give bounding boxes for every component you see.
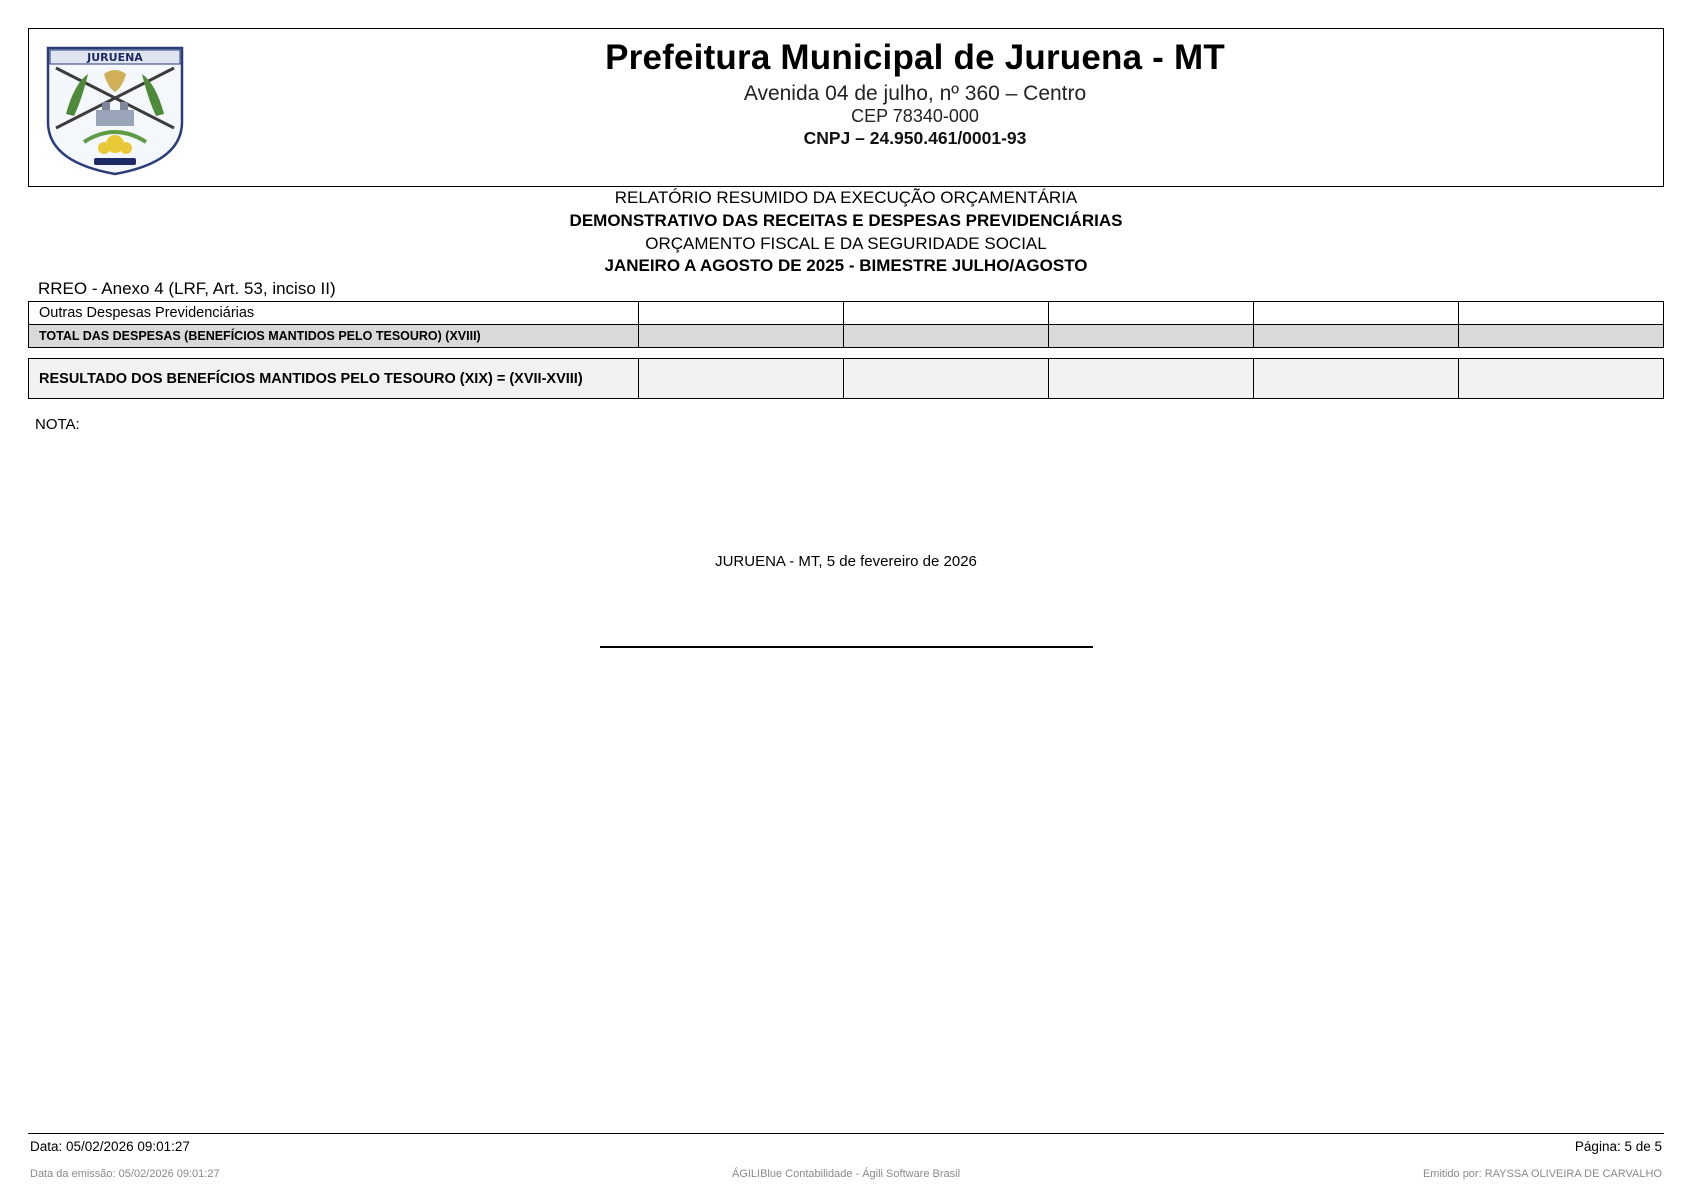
table-cell: [1459, 325, 1664, 348]
table-row-resultado: [29, 359, 1664, 399]
organization-cep: CEP 78340-000: [851, 106, 979, 126]
place-and-date: JURUENA - MT, 5 de fevereiro de 2026: [715, 553, 977, 570]
footer-software: ÁGILIBlue Contabilidade - Ágili Software Brasil: [731, 1168, 961, 1180]
crest-title: JURUENA: [87, 51, 143, 64]
signature-line: [600, 646, 1093, 648]
note-label: NOTA:: [35, 416, 80, 433]
table-cell: [1254, 359, 1459, 399]
table-cell: [1459, 302, 1664, 325]
organization-name: Prefeitura Municipal de Juruena - MT: [605, 38, 1225, 77]
table-cell: [639, 302, 844, 325]
expenses-table: [28, 301, 1664, 348]
footer-page-number: Página: 5 de 5: [1574, 1139, 1662, 1154]
report-title-line1: RELATÓRIO RESUMIDO DA EXECUÇÃO ORÇAMENTÁRIA: [614, 188, 1078, 207]
footer-emission-date: Data da emissão: 05/02/2026 09:01:27: [30, 1168, 220, 1180]
organization-address: Avenida 04 de julho, nº 360 – Centro: [743, 82, 1087, 105]
table-cell: [844, 325, 1049, 348]
table-row-total: [29, 325, 1664, 348]
result-table: [28, 358, 1664, 399]
report-title-line2: DEMONSTRATIVO DAS RECEITAS E DESPESAS PREVIDENCIÁRIAS: [569, 211, 1123, 230]
report-period: JANEIRO A AGOSTO DE 2025 - BIMESTRE JULHO/AGOSTO: [604, 256, 1088, 275]
organization-cnpj: CNPJ – 24.950.461/0001-93: [803, 128, 1027, 148]
table-cell: [844, 302, 1049, 325]
table-cell: [1049, 325, 1254, 348]
municipal-crest-logo: [44, 44, 186, 176]
row-label-resultado: RESULTADO DOS BENEFÍCIOS MANTIDOS PELO TESOURO (XIX) = (XVII-XVIII): [29, 359, 639, 399]
table-cell: [1459, 359, 1664, 399]
table-cell: [1049, 359, 1254, 399]
row-label-outras-despesas: Outras Despesas Previdenciárias: [29, 302, 639, 325]
footer-divider: [28, 1133, 1664, 1134]
table-cell: [1254, 302, 1459, 325]
report-title-line3: ORÇAMENTO FISCAL E DA SEGURIDADE SOCIAL: [645, 234, 1047, 253]
table-cell: [1049, 302, 1254, 325]
row-label-total-despesas: TOTAL DAS DESPESAS (BENEFÍCIOS MANTIDOS PELO TESOURO) (XVIII): [29, 325, 639, 348]
footer-date: Data: 05/02/2026 09:01:27: [30, 1139, 190, 1154]
table-cell: [639, 325, 844, 348]
table-cell: [639, 359, 844, 399]
table-cell: [1254, 325, 1459, 348]
annex-reference: RREO - Anexo 4 (LRF, Art. 53, inciso II): [38, 279, 336, 298]
table-cell: [844, 359, 1049, 399]
footer-issued-by: Emitido por: RAYSSA OLIVEIRA DE CARVALHO: [1422, 1168, 1662, 1180]
table-row: [29, 302, 1664, 325]
